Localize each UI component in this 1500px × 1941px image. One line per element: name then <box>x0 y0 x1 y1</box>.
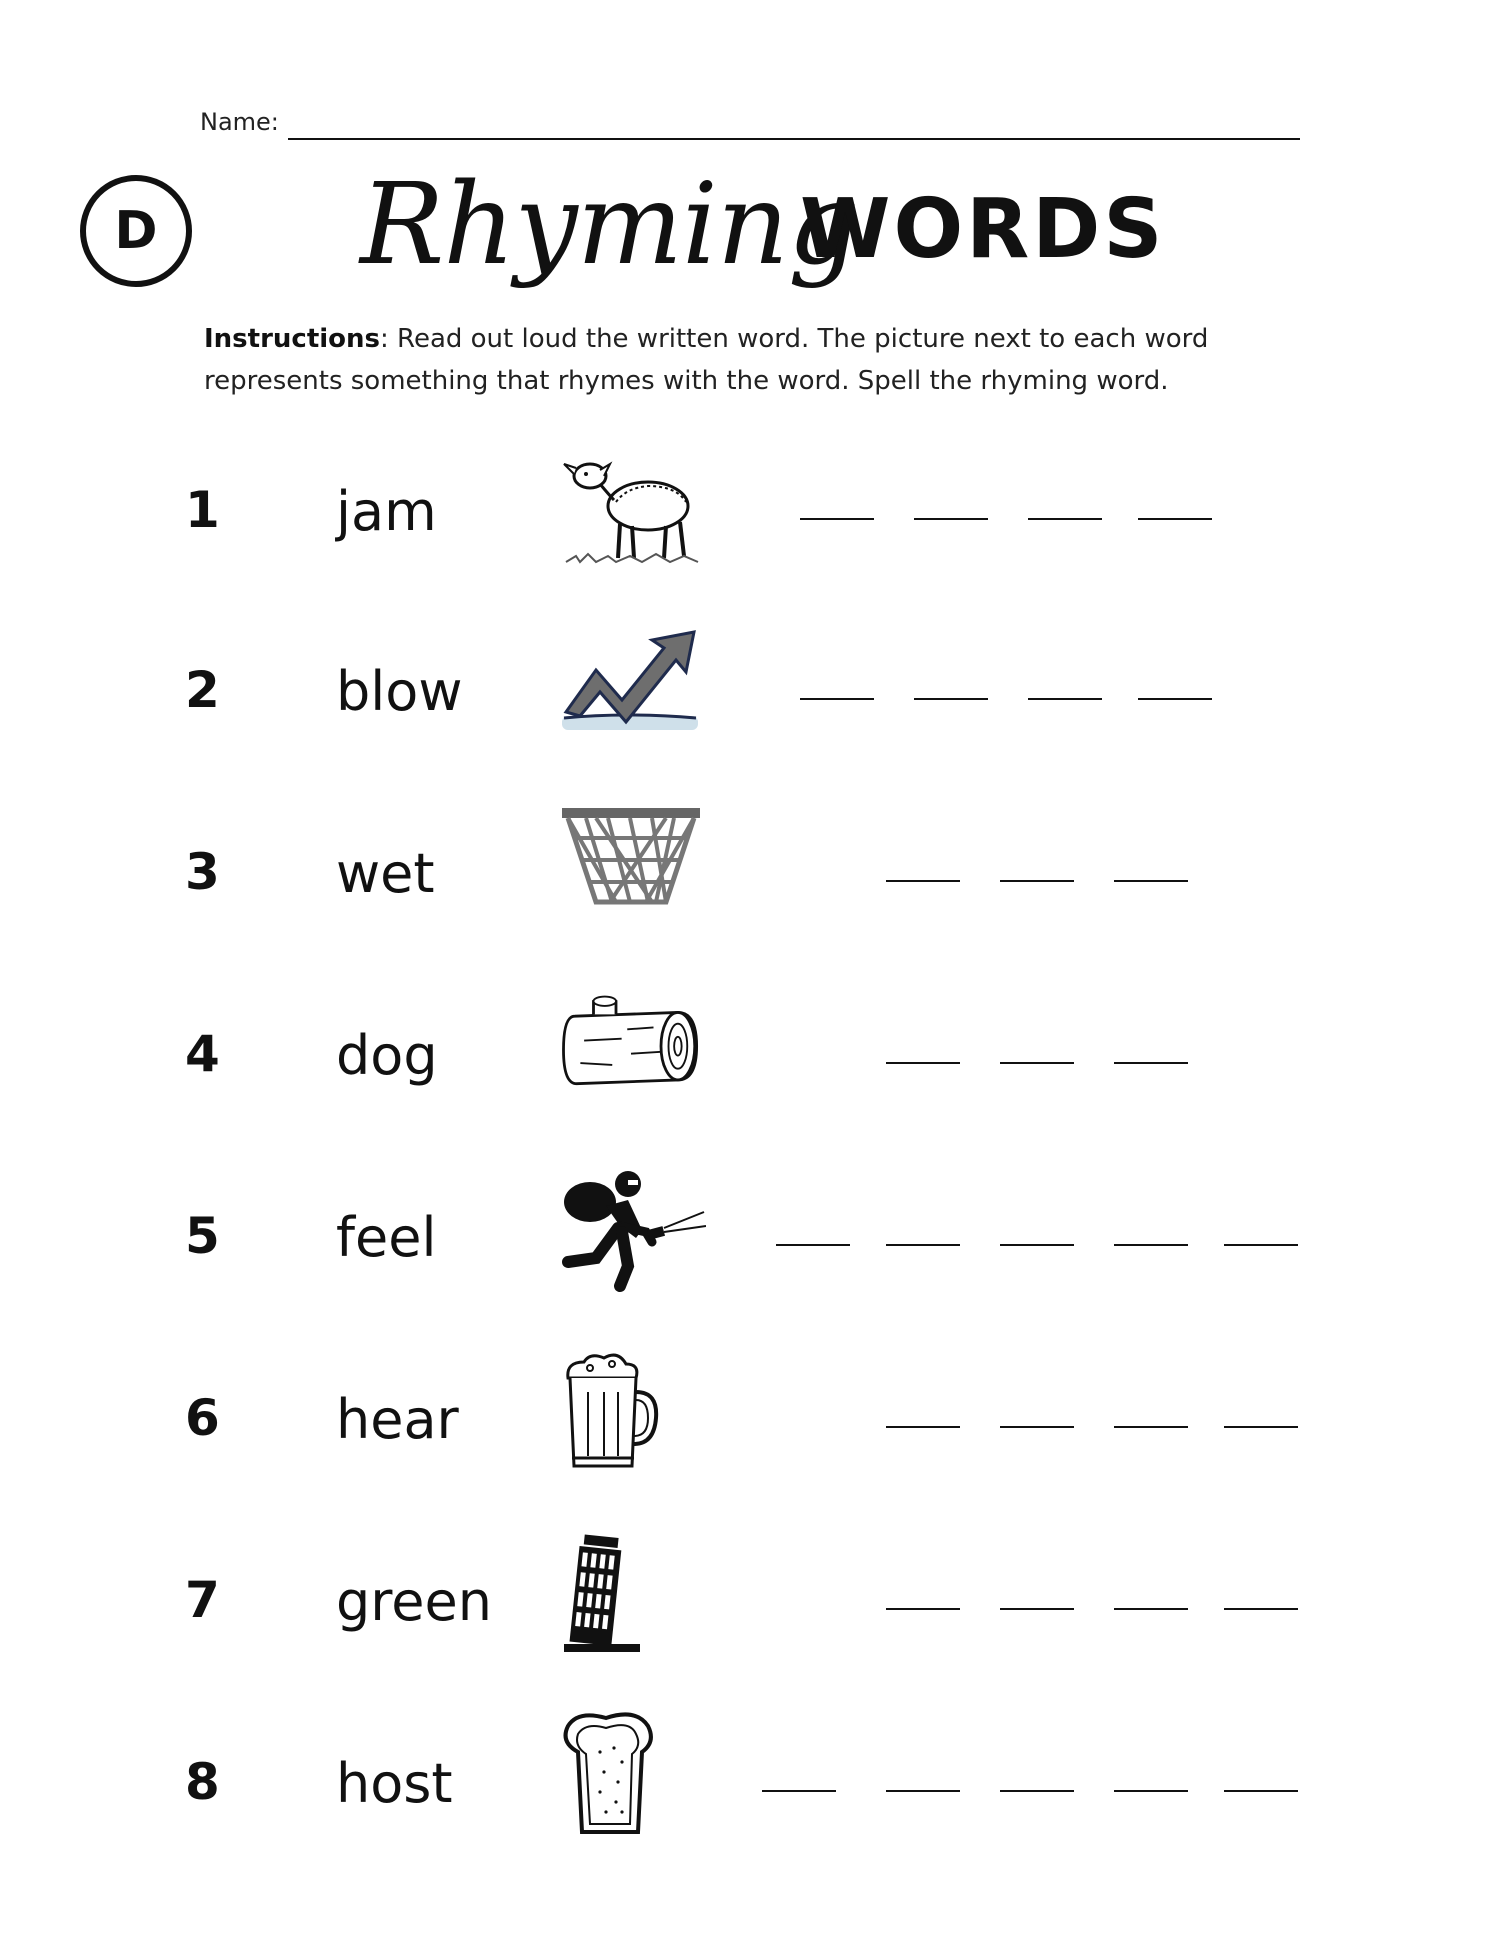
letter-blank[interactable] <box>886 880 960 882</box>
title-block: WORDS <box>800 182 1166 277</box>
letter-blank[interactable] <box>1114 1790 1188 1792</box>
exercise-row-4 <box>0 1004 1500 1124</box>
letter-blank[interactable] <box>1000 1062 1074 1064</box>
letter-blank[interactable] <box>914 698 988 700</box>
leaning-tower-icon <box>556 1530 706 1660</box>
title-script: Rhyming <box>360 160 859 290</box>
beer-mug-icon <box>556 1348 706 1478</box>
letter-blank[interactable] <box>1114 880 1188 882</box>
letter-blank[interactable] <box>886 1790 960 1792</box>
growth-arrow-icon <box>556 620 706 750</box>
letter-blank[interactable] <box>1138 518 1212 520</box>
toast-icon <box>556 1712 706 1842</box>
item-word: green <box>336 1570 492 1633</box>
letter-blank[interactable] <box>800 698 874 700</box>
exercise-row-6 <box>0 1368 1500 1488</box>
letter-blank[interactable] <box>762 1790 836 1792</box>
level-badge <box>80 175 192 287</box>
item-number: 6 <box>185 1389 220 1447</box>
letter-blank[interactable] <box>1114 1608 1188 1610</box>
item-number: 3 <box>185 843 220 901</box>
basketball-net-icon <box>556 802 706 932</box>
item-word: dog <box>336 1024 438 1087</box>
letter-blank[interactable] <box>1114 1426 1188 1428</box>
item-word: feel <box>336 1206 437 1269</box>
thief-icon <box>556 1166 706 1296</box>
badge-letter: D <box>114 201 158 261</box>
letter-blank[interactable] <box>1028 518 1102 520</box>
item-number: 7 <box>185 1571 220 1629</box>
letter-blank[interactable] <box>1224 1244 1298 1246</box>
letter-blank[interactable] <box>886 1244 960 1246</box>
letter-blank[interactable] <box>886 1426 960 1428</box>
exercise-row-8 <box>0 1732 1500 1852</box>
item-number: 5 <box>185 1207 220 1265</box>
log-icon <box>556 984 706 1114</box>
instructions-label: Instructions <box>204 324 381 354</box>
letter-blank[interactable] <box>1224 1426 1298 1428</box>
letter-blank[interactable] <box>1224 1790 1298 1792</box>
name-field <box>200 108 1300 142</box>
instructions-text: : Read out loud the written word. The picture next to each word represents something that rhymes with the word. Spell the rhyming word. <box>204 324 1209 396</box>
lamb-icon <box>556 440 706 570</box>
letter-blank[interactable] <box>1000 1790 1074 1792</box>
item-number: 8 <box>185 1753 220 1811</box>
item-word: hear <box>336 1388 459 1451</box>
exercise-row-2 <box>0 640 1500 760</box>
exercise-row-5 <box>0 1186 1500 1306</box>
letter-blank[interactable] <box>886 1062 960 1064</box>
letter-blank[interactable] <box>800 518 874 520</box>
instructions <box>204 318 1224 402</box>
name-label: Name: <box>200 108 279 136</box>
letter-blank[interactable] <box>1000 1244 1074 1246</box>
letter-blank[interactable] <box>1114 1244 1188 1246</box>
exercise-row-3 <box>0 822 1500 942</box>
name-line <box>288 138 1300 140</box>
item-number: 1 <box>185 481 220 539</box>
letter-blank[interactable] <box>1224 1608 1298 1610</box>
letter-blank[interactable] <box>1000 1608 1074 1610</box>
item-word: blow <box>336 660 463 723</box>
letter-blank[interactable] <box>1000 880 1074 882</box>
letter-blank[interactable] <box>776 1244 850 1246</box>
exercise-row-7 <box>0 1550 1500 1670</box>
letter-blank[interactable] <box>914 518 988 520</box>
letter-blank[interactable] <box>1000 1426 1074 1428</box>
letter-blank[interactable] <box>1138 698 1212 700</box>
item-word: wet <box>336 842 435 905</box>
letter-blank[interactable] <box>1028 698 1102 700</box>
letter-blank[interactable] <box>1114 1062 1188 1064</box>
item-number: 4 <box>185 1025 220 1083</box>
item-word: host <box>336 1752 453 1815</box>
letter-blank[interactable] <box>886 1608 960 1610</box>
item-number: 2 <box>185 661 220 719</box>
item-word: jam <box>336 480 437 543</box>
exercise-row-1 <box>0 460 1500 580</box>
